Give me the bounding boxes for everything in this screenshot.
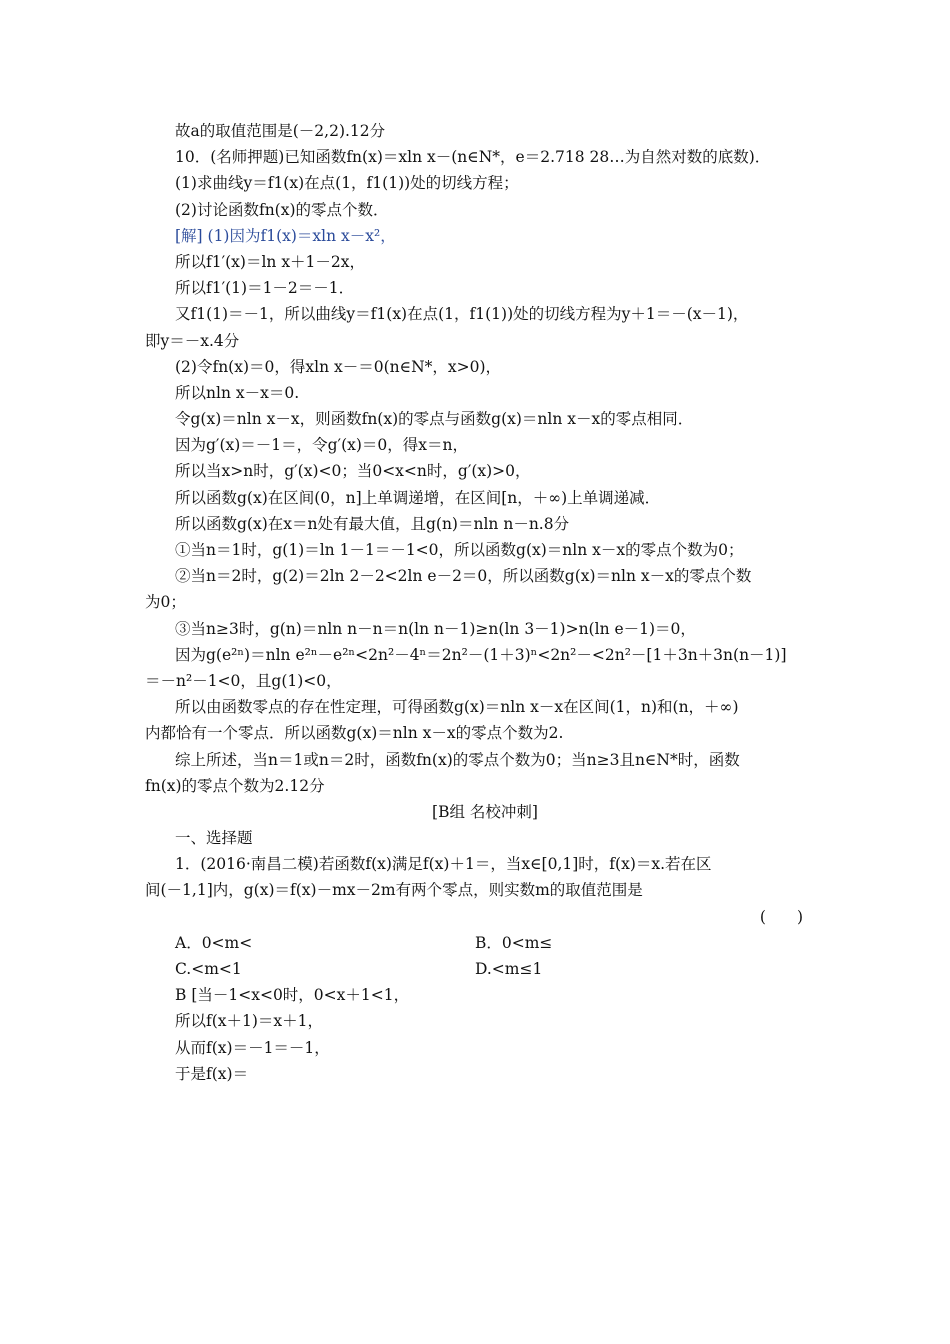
option-a: A．0<m<: [175, 933, 253, 952]
text-line: 即y＝－x.4分: [145, 331, 240, 350]
text-line: 所以f1′(x)＝ln x＋1－2x，: [175, 252, 366, 271]
text-line: 所以当x>n时，g′(x)<0；当0<x<n时，g′(x)>0，: [175, 462, 531, 481]
answer-line: 于是f(x)＝: [175, 1064, 249, 1083]
document-page: [145, 118, 825, 1087]
text-line: (2)讨论函数fn(x)的零点个数．: [175, 200, 389, 219]
text-line: 因为g′(x)＝－1＝，令g′(x)＝0，得x＝n，: [175, 436, 469, 455]
text-line: 综上所述，当n＝1或n＝2时，函数fn(x)的零点个数为0；当n≥3且n∈N*时，函数: [175, 750, 740, 769]
answer-line: 从而f(x)＝－1＝－1，: [175, 1038, 330, 1057]
problem-10-title: 10．(名师押题)已知函数fn(x)＝xln x－(n∈N*，e＝2.718 28…为自然对数的底数)．: [175, 148, 771, 167]
text-line: 内都恰有一个零点．所以函数g(x)＝nln x－x的零点个数为2.: [145, 724, 564, 743]
text-line: 所以函数g(x)在x＝n处有最大值，且g(n)＝nln n－n.8分: [175, 514, 570, 533]
subsection-heading: 一、选择题: [175, 829, 253, 848]
text-line: ①当n＝1时，g(1)＝ln 1－1＝－1<0，所以函数g(x)＝nln x－x的零点个数为0；: [175, 541, 744, 559]
text-line: 所以nln x－x＝0.: [175, 383, 300, 402]
text-line: 为0；: [145, 593, 186, 612]
text-line: (2)令fn(x)＝0，得xln x－＝0(n∈N*，x>0)，: [175, 357, 502, 376]
options-row-1: [145, 930, 825, 956]
option-d: D.<m≤1: [475, 960, 543, 978]
text-line: 故a的取值范围是(－2,2).12分: [175, 122, 386, 140]
options-row-2: [145, 956, 825, 982]
text-line: 所以f1′(1)＝1－2＝－1．: [175, 279, 355, 298]
text-line: ③当n≥3时，g(n)＝nln n－n＝n(ln n－1)≥n(ln 3－1)>n(ln e－1)＝0，: [175, 619, 696, 638]
text-line: (1)求曲线y＝f1(x)在点(1，f1(1))处的切线方程；: [175, 174, 519, 193]
text-line: 因为g(e²ⁿ)＝nln e²ⁿ－e²ⁿ<2n²－4ⁿ＝2n²－(1＋3)ⁿ<2n²－<2n²－[1＋3n＋3n(n－1)]: [175, 645, 787, 664]
text-line: 令g(x)＝nln x－x，则函数fn(x)的零点与函数g(x)＝nln x－x的零点相同．: [175, 410, 694, 429]
text-line: 间(－1,1]内，g(x)＝f(x)－mx－2m有两个零点，则实数m的取值范围是: [145, 881, 643, 900]
answer-bracket: ( ): [759, 907, 803, 926]
solution-start: [解] (1)因为f1(x)＝xln x－x²，: [175, 226, 396, 245]
text-line: 所以由函数零点的存在性定理，可得函数g(x)＝nln x－x在区间(1，n)和(n，＋∞): [175, 698, 739, 717]
answer-line: B [当－1<x<0时，0<x＋1<1，: [175, 986, 410, 1005]
section-heading: [B组 名校冲刺]: [432, 802, 538, 821]
text-line: fn(x)的零点个数为2.12分: [145, 776, 325, 795]
option-b: B．0<m≤: [475, 933, 553, 952]
text-line: ②当n＝2时，g(2)＝2ln 2－2<2ln e－2＝0，所以函数g(x)＝nln x－x的零点个数: [175, 567, 752, 586]
text-line: 所以函数g(x)在区间(0，n]上单调递增，在区间[n，＋∞)上单调递减．: [175, 488, 661, 507]
option-c: C.<m<1: [175, 960, 242, 978]
question-1: 1．(2016·南昌二模)若函数f(x)满足f(x)＋1＝，当x∈[0,1]时，f(x)＝x.若在区: [175, 855, 712, 874]
text-line: 又f1(1)＝－1，所以曲线y＝f1(x)在点(1，f1(1))处的切线方程为y＋1＝－(x－1)，: [175, 305, 749, 324]
answer-line: 所以f(x＋1)＝x＋1，: [175, 1012, 324, 1031]
text-line: ＝－n²－1<0，且g(1)<0，: [145, 671, 342, 690]
